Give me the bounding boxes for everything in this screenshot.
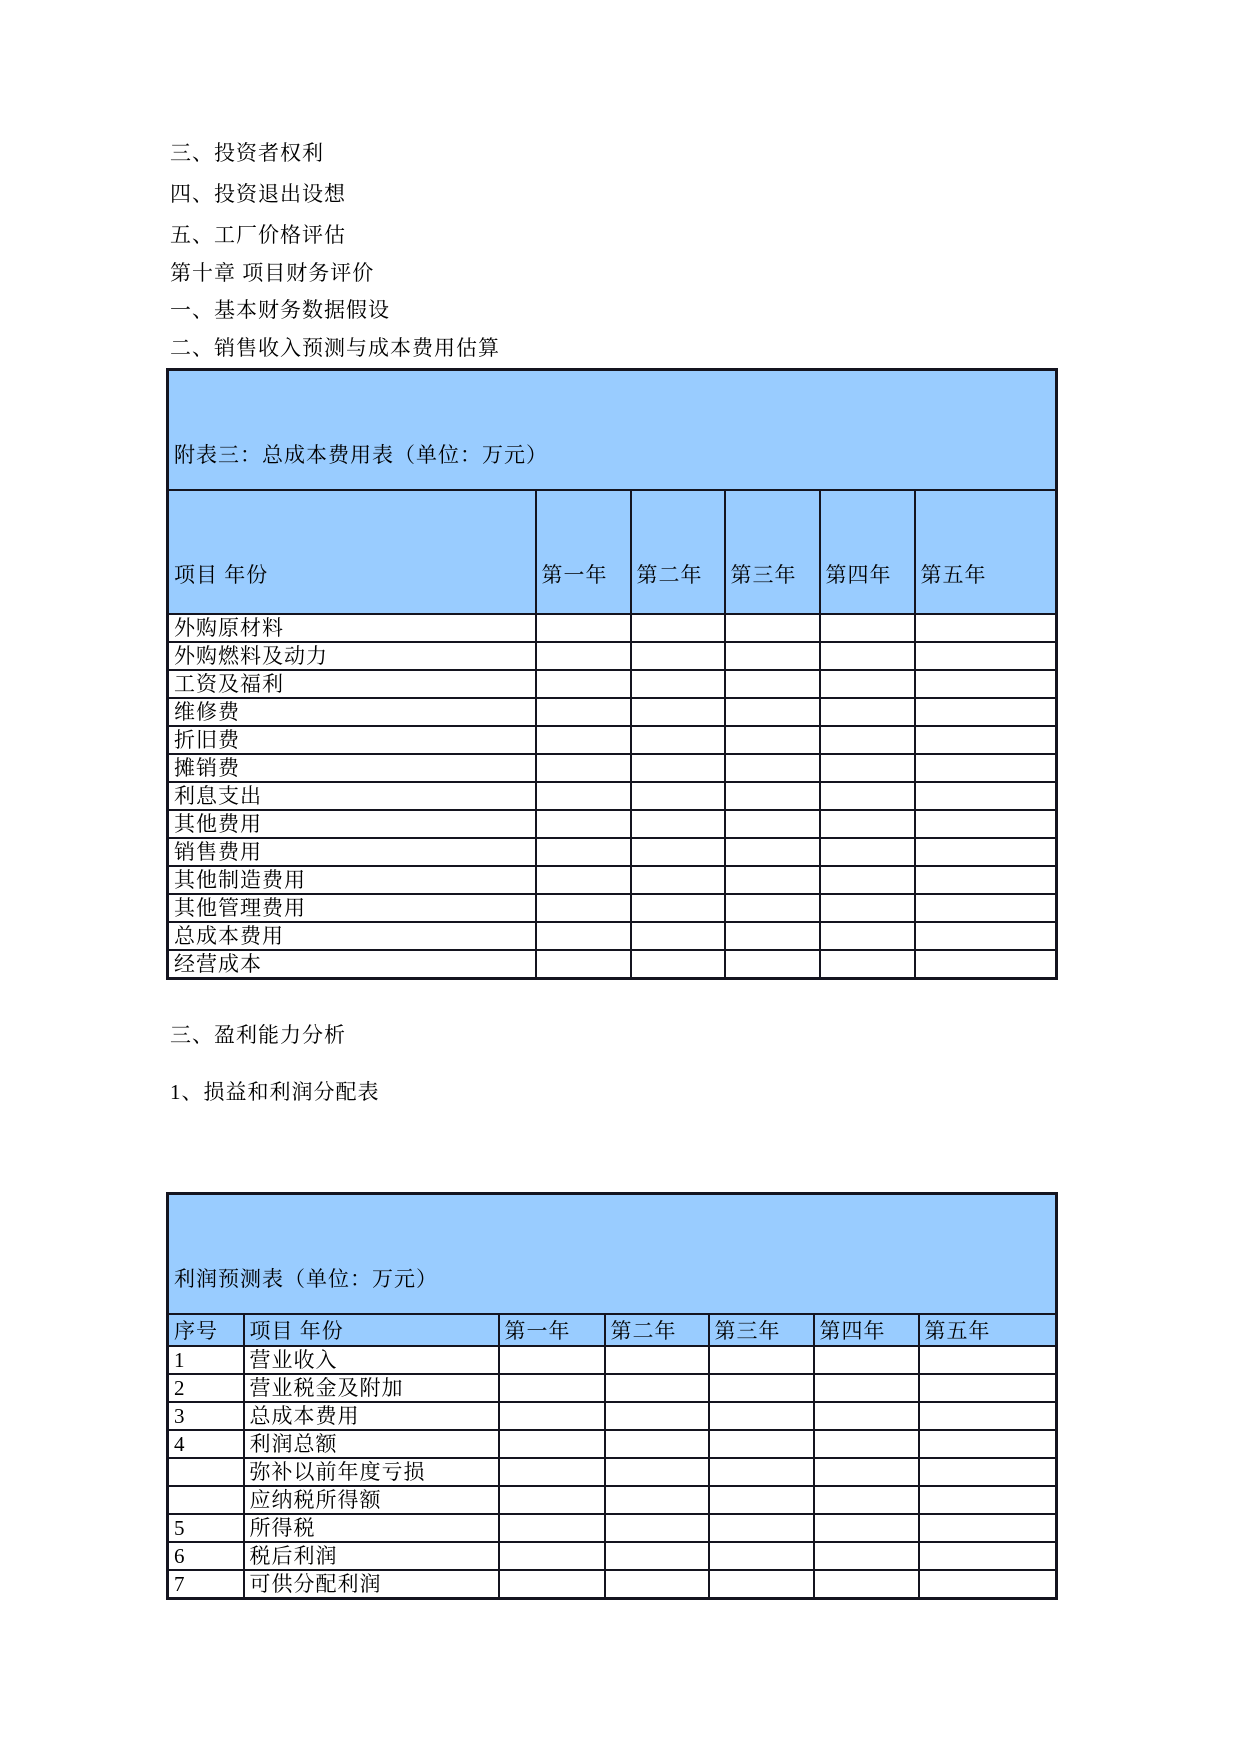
empty-cell [499, 1346, 605, 1374]
empty-cell [915, 754, 1057, 782]
row-label-cell: 其他费用 [168, 810, 536, 838]
empty-cell [725, 614, 820, 642]
table-row [168, 1346, 1057, 1374]
empty-cell [709, 1430, 814, 1458]
empty-cell [725, 670, 820, 698]
empty-cell [709, 1542, 814, 1570]
col-header-seq: 序号 [168, 1314, 244, 1346]
row-label-cell: 利息支出 [168, 782, 536, 810]
table-row [168, 642, 1057, 670]
col-header-year-5: 第五年 [915, 490, 1057, 614]
empty-cell [915, 670, 1057, 698]
row-seq-cell [168, 1486, 244, 1514]
empty-cell [725, 782, 820, 810]
table-row [168, 670, 1057, 698]
empty-cell [820, 726, 915, 754]
table-row [168, 1486, 1057, 1514]
col-header-year-3: 第三年 [709, 1314, 814, 1346]
empty-cell [915, 866, 1057, 894]
heading-revenue-forecast: 二、销售收入预测与成本费用估算 [170, 336, 500, 360]
heading-chapter-10: 第十章 项目财务评价 [170, 261, 375, 285]
empty-cell [631, 642, 725, 670]
empty-cell [919, 1430, 1057, 1458]
empty-cell [499, 1374, 605, 1402]
empty-cell [631, 922, 725, 950]
col-header-year-3: 第三年 [725, 490, 820, 614]
empty-cell [915, 894, 1057, 922]
heading-profit-distribution: 1、损益和利润分配表 [170, 1080, 380, 1104]
empty-cell [814, 1514, 919, 1542]
heading-factory-valuation: 五、工厂价格评估 [170, 223, 346, 247]
table-row [168, 838, 1057, 866]
empty-cell [820, 950, 915, 979]
empty-cell [820, 866, 915, 894]
empty-cell [536, 866, 631, 894]
empty-cell [725, 950, 820, 979]
empty-cell [605, 1570, 709, 1599]
empty-cell [709, 1458, 814, 1486]
empty-cell [499, 1402, 605, 1430]
heading-exit-plan: 四、投资退出设想 [170, 182, 346, 206]
empty-cell [919, 1570, 1057, 1599]
empty-cell [915, 838, 1057, 866]
row-label-cell: 摊销费 [168, 754, 536, 782]
table-row [168, 866, 1057, 894]
table-row [168, 1430, 1057, 1458]
empty-cell [919, 1542, 1057, 1570]
col-header-year-1: 第一年 [536, 490, 631, 614]
row-seq-cell: 4 [168, 1430, 244, 1458]
row-seq-cell [168, 1458, 244, 1486]
col-header-year-5: 第五年 [919, 1314, 1057, 1346]
row-label-cell: 税后利润 [244, 1542, 499, 1570]
empty-cell [814, 1430, 919, 1458]
table-row [168, 1402, 1057, 1430]
empty-cell [725, 866, 820, 894]
table-row [168, 614, 1057, 642]
empty-cell [631, 782, 725, 810]
empty-cell [814, 1346, 919, 1374]
cost-table-header-row [168, 490, 1057, 614]
cost-table [166, 368, 1058, 980]
empty-cell [814, 1542, 919, 1570]
empty-cell [820, 754, 915, 782]
empty-cell [709, 1374, 814, 1402]
empty-cell [605, 1514, 709, 1542]
empty-cell [725, 810, 820, 838]
heading-investor-rights: 三、投资者权利 [170, 141, 324, 165]
empty-cell [536, 726, 631, 754]
empty-cell [536, 894, 631, 922]
col-header-item-year: 项目 年份 [168, 490, 536, 614]
table-row [168, 1542, 1057, 1570]
empty-cell [605, 1486, 709, 1514]
empty-cell [631, 838, 725, 866]
empty-cell [631, 698, 725, 726]
empty-cell [725, 642, 820, 670]
empty-cell [631, 614, 725, 642]
empty-cell [631, 670, 725, 698]
empty-cell [919, 1402, 1057, 1430]
row-label-cell: 外购原材料 [168, 614, 536, 642]
empty-cell [919, 1458, 1057, 1486]
empty-cell [709, 1346, 814, 1374]
empty-cell [814, 1570, 919, 1599]
empty-cell [499, 1570, 605, 1599]
empty-cell [820, 614, 915, 642]
empty-cell [536, 670, 631, 698]
empty-cell [605, 1374, 709, 1402]
row-label-cell: 营业收入 [244, 1346, 499, 1374]
empty-cell [605, 1402, 709, 1430]
empty-cell [919, 1346, 1057, 1374]
table-row [168, 1570, 1057, 1599]
row-seq-cell: 7 [168, 1570, 244, 1599]
empty-cell [915, 642, 1057, 670]
heading-basic-assumptions: 一、基本财务数据假设 [170, 298, 390, 322]
row-label-cell: 其他制造费用 [168, 866, 536, 894]
row-label-cell: 工资及福利 [168, 670, 536, 698]
empty-cell [499, 1486, 605, 1514]
empty-cell [709, 1402, 814, 1430]
empty-cell [536, 922, 631, 950]
empty-cell [919, 1486, 1057, 1514]
row-seq-cell: 5 [168, 1514, 244, 1542]
empty-cell [725, 894, 820, 922]
row-seq-cell: 1 [168, 1346, 244, 1374]
row-label-cell: 可供分配利润 [244, 1570, 499, 1599]
col-header-item-year: 项目 年份 [244, 1314, 499, 1346]
empty-cell [536, 754, 631, 782]
row-label-cell: 销售费用 [168, 838, 536, 866]
table-row [168, 782, 1057, 810]
empty-cell [536, 782, 631, 810]
table-row [168, 922, 1057, 950]
empty-cell [820, 670, 915, 698]
empty-cell [536, 614, 631, 642]
empty-cell [631, 726, 725, 754]
profit-table-title: 利润预测表（单位：万元） [168, 1194, 1057, 1315]
table-row [168, 1374, 1057, 1402]
table-row [168, 810, 1057, 838]
empty-cell [631, 866, 725, 894]
empty-cell [605, 1458, 709, 1486]
empty-cell [605, 1430, 709, 1458]
col-header-year-4: 第四年 [814, 1314, 919, 1346]
empty-cell [725, 838, 820, 866]
empty-cell [820, 838, 915, 866]
row-label-cell: 折旧费 [168, 726, 536, 754]
empty-cell [499, 1458, 605, 1486]
empty-cell [725, 754, 820, 782]
empty-cell [536, 642, 631, 670]
heading-profitability-analysis: 三、盈利能力分析 [170, 1023, 346, 1047]
table-row [168, 1458, 1057, 1486]
profit-table-header-row [168, 1314, 1057, 1346]
empty-cell [919, 1514, 1057, 1542]
row-label-cell: 总成本费用 [244, 1402, 499, 1430]
empty-cell [915, 698, 1057, 726]
col-header-year-2: 第二年 [605, 1314, 709, 1346]
table-row [168, 754, 1057, 782]
row-label-cell: 经营成本 [168, 950, 536, 979]
empty-cell [499, 1542, 605, 1570]
empty-cell [709, 1514, 814, 1542]
profit-table [166, 1192, 1058, 1600]
col-header-year-2: 第二年 [631, 490, 725, 614]
table-row [168, 1514, 1057, 1542]
row-label-cell: 总成本费用 [168, 922, 536, 950]
empty-cell [499, 1430, 605, 1458]
empty-cell [814, 1374, 919, 1402]
row-label-cell: 维修费 [168, 698, 536, 726]
empty-cell [915, 922, 1057, 950]
empty-cell [605, 1542, 709, 1570]
empty-cell [536, 838, 631, 866]
empty-cell [536, 698, 631, 726]
empty-cell [814, 1458, 919, 1486]
empty-cell [631, 894, 725, 922]
row-label-cell: 弥补以前年度亏损 [244, 1458, 499, 1486]
empty-cell [725, 726, 820, 754]
row-seq-cell: 3 [168, 1402, 244, 1430]
empty-cell [709, 1486, 814, 1514]
cost-table-title: 附表三：总成本费用表（单位：万元） [168, 370, 1057, 491]
col-header-year-4: 第四年 [820, 490, 915, 614]
row-label-cell: 其他管理费用 [168, 894, 536, 922]
empty-cell [631, 950, 725, 979]
empty-cell [915, 726, 1057, 754]
empty-cell [631, 810, 725, 838]
row-label-cell: 外购燃料及动力 [168, 642, 536, 670]
empty-cell [725, 698, 820, 726]
table-row [168, 950, 1057, 979]
empty-cell [820, 922, 915, 950]
empty-cell [915, 810, 1057, 838]
empty-cell [709, 1570, 814, 1599]
table-row [168, 726, 1057, 754]
empty-cell [814, 1402, 919, 1430]
profit-table-title-row [168, 1194, 1057, 1315]
empty-cell [915, 950, 1057, 979]
table-row [168, 894, 1057, 922]
empty-cell [820, 698, 915, 726]
row-label-cell: 营业税金及附加 [244, 1374, 499, 1402]
table-row [168, 698, 1057, 726]
empty-cell [915, 614, 1057, 642]
empty-cell [499, 1514, 605, 1542]
empty-cell [536, 810, 631, 838]
empty-cell [915, 782, 1057, 810]
row-seq-cell: 2 [168, 1374, 244, 1402]
empty-cell [536, 950, 631, 979]
row-label-cell: 应纳税所得额 [244, 1486, 499, 1514]
row-label-cell: 利润总额 [244, 1430, 499, 1458]
empty-cell [820, 642, 915, 670]
empty-cell [814, 1486, 919, 1514]
row-seq-cell: 6 [168, 1542, 244, 1570]
col-header-year-1: 第一年 [499, 1314, 605, 1346]
empty-cell [631, 754, 725, 782]
empty-cell [820, 810, 915, 838]
empty-cell [820, 782, 915, 810]
empty-cell [820, 894, 915, 922]
empty-cell [605, 1346, 709, 1374]
empty-cell [725, 922, 820, 950]
row-label-cell: 所得税 [244, 1514, 499, 1542]
empty-cell [919, 1374, 1057, 1402]
cost-table-title-row [168, 370, 1057, 491]
